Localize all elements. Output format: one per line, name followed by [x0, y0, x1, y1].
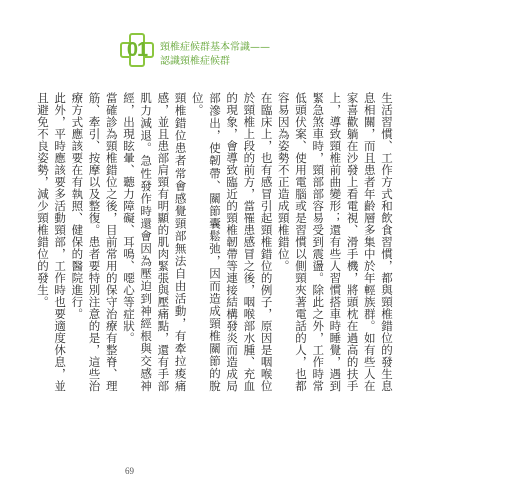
page-number: 69: [125, 466, 134, 476]
paragraph-1: 生活習慣、工作方式和飲食習慣，都與頸椎錯位的發生息息相關，而且患者年齡層多集中於年輕族群。如有些人在家喜歡躺在沙發上看電視、滑手機，將頭枕在過高的扶手上，導致頸椎前曲變形；還有些人習慣搭車時睡覺，遇到緊急煞車時，頸部部容易受到震盪。除此之外，工作時常低頭伏案、使用電腦或是習慣以側頸夾著電話的人，也都容易因為姿勢不正造成頸椎錯位。: [276, 92, 394, 392]
chapter-number: 01: [126, 39, 148, 61]
paragraph-5: 此外，平時應該要多活動頸部，工作時也要適度休息，並且避免不良姿勢，減少頸椎錯位的發生。: [35, 92, 68, 392]
chapter-heading-line1: 頸椎症候群基本常識——: [160, 42, 270, 53]
paragraph-3: 頸椎錯位患者常會感覺頸部無法自由活動，有牽拉痠痛感，並且患部肩頸有明顯的肌肉緊張與壓痛點，還有手部肌力減退。急性發作時還會因為壓迫到神經根與交感神經，出現眩暈、聽力障礙、耳鳴、噁心等症狀。: [121, 92, 188, 392]
paragraph-4: 當確診為頸椎錯位之後，目前常用的保守治療有整脊、理筋、牽引、按摩以及整復。患者要特別注意的是，這些治療方式應該要在有執照、健保的醫院進行。: [70, 92, 119, 392]
chapter-heading-line2: 認識頸椎症候群: [160, 56, 230, 67]
paragraph-2: 在臨床上，也有感冒引起頸椎錯位的例子，原因是咽喉位於頸椎上段的前方，當罹患感冒之後，咽喉部水腫、充血的現象，會導致臨近的頸椎韌帶等連接結構發炎而造成局部滲出，使韌帶、關節囊鬆弛，因而造成頸椎關節的脫位。: [190, 92, 274, 392]
chapter-badge: [120, 33, 154, 67]
body-text: [35, 92, 395, 392]
